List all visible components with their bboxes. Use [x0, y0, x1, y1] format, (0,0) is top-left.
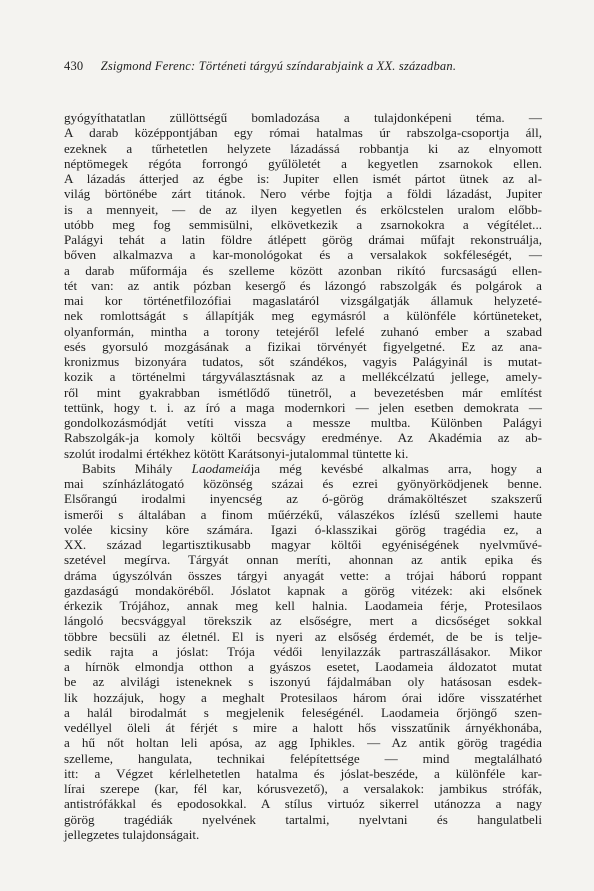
- text-run: dráma úgyszólván összes tárgyi anyagát vette: a trójai háború roppant: [64, 567, 542, 583]
- text-run: szetével megírva. Tárgyát onnan meríti, ahonnan az antik epika és: [64, 552, 542, 568]
- text-line: [64, 110, 542, 125]
- text-line: [64, 568, 542, 583]
- text-run: jellegzetes tulajdonságait.: [64, 826, 200, 842]
- text-run: XX. század legartisztikusabb magyar költői egyéniségének nyelvművé-: [64, 537, 542, 552]
- text-run: nek romlottságát s állapítják meg egymásról a különféle kórtüneteket,: [64, 308, 542, 324]
- page-number: 430: [64, 59, 84, 73]
- text-run: a darab műformája és szelleme között azonban rikító furcsaságú ellen-: [64, 262, 542, 278]
- text-run: itt: a Végzet kérlelhetetlen hatalma és jóslat-beszéde, a különféle kar-: [64, 765, 542, 781]
- text-run: a hírnök elmondja otthon a gyászos esetet, Laodameia áldozatot mutat: [64, 659, 542, 674]
- text-line: [64, 293, 542, 308]
- text-line: [64, 613, 542, 628]
- text-run: görög tragédiák nyelvének tartalmi, nyelvtani és hangulatbeli: [64, 811, 542, 827]
- text-run: Palágyi tehát a latin földre átlépett görög drámai műfajt rekonstruálja,: [64, 232, 542, 247]
- text-run: bőven alkalmazva a kar-monológokat és a versalakok sokféleségét, —: [64, 247, 542, 263]
- text-line: [64, 217, 542, 232]
- text-line: [64, 552, 542, 567]
- running-title: Zsigmond Ferenc: Történeti tárgyú színdarabjaink a XX. században.: [100, 59, 457, 73]
- text-run: kozik a történelmi tárgyválasztásnak az a mellékcélzatú jellege, amely-: [64, 369, 542, 385]
- text-line: [64, 125, 542, 140]
- text-run: szelleme, hangulata, technikai felépítettsége — mind megtalálható: [64, 750, 542, 766]
- text-line: [64, 491, 542, 506]
- text-line: [64, 354, 542, 369]
- text-line: [64, 705, 542, 720]
- text-line: [64, 644, 542, 659]
- text-run: ja még kevésbé alkalmas arra, hogy a: [250, 460, 542, 476]
- text-line: [64, 537, 542, 552]
- text-run: gondolkozásmódját vetíti vissza a messze multba. Különben Palágyi: [64, 415, 542, 430]
- text-run: világ börtönébe zárt titánok. Nero vérbe fojtja a földi lázadást, Jupiter: [64, 186, 542, 202]
- text-line: [64, 812, 542, 827]
- text-run: gyógyíthatatlan züllöttségű bomladozása a tulajdonképeni téma. —: [64, 110, 542, 125]
- text-run: mai kor történetfilozófiai magaslatáról vizsgálgatják államuk helyzeté-: [64, 293, 542, 308]
- text-line: [64, 461, 542, 476]
- text-line: [64, 247, 542, 262]
- text-line: [64, 415, 542, 430]
- text-line: [64, 141, 542, 156]
- text-run: kronizmus bizonyára tudatos, sőt szándékos, vagyis Palágyinál is mutat-: [64, 354, 542, 369]
- text-run: ről mint gyakrabban ismétlődő tünetről, a bevezetésben már említést: [64, 384, 542, 400]
- text-run: tét van: az antik pózban kesergő és lázongó rabszolgák és polgárok a: [64, 277, 542, 293]
- body-text: [64, 110, 542, 842]
- text-line: [64, 430, 542, 445]
- text-run: érkezik Trójához, annak meg kell halnia. Laodameia férje, Protesilaos: [64, 598, 542, 613]
- text-line: [64, 629, 542, 644]
- text-line: [64, 522, 542, 537]
- text-line: [64, 781, 542, 796]
- text-run: esés gyorsuló mozgásának a fizikai törvényét figyelgetné. Ez az ana-: [64, 338, 542, 354]
- text-run: lángoló becsvággyal törekszik az elsőségre, mert a dicsőséget sokkal: [64, 613, 542, 629]
- text-line: [64, 446, 542, 461]
- text-line: [64, 278, 542, 293]
- text-run: tettünk, hogy t. i. az író a maga modernkori — jelen esetben demokrata —: [64, 399, 542, 415]
- text-line: [64, 476, 542, 491]
- text-run: lírai szerepe (kar, fél kar, kórusvezető), a versalakok: jambikus strófák,: [64, 781, 542, 796]
- text-line: [64, 598, 542, 613]
- text-line: [64, 674, 542, 689]
- text-run: olyanformán, mintha a torony tetejéről lefelé zuhanó ember a szabad: [64, 323, 542, 339]
- running-header: [64, 58, 534, 74]
- text-line: [64, 385, 542, 400]
- text-line: [64, 827, 542, 842]
- text-line: [64, 324, 542, 339]
- text-run: A lázadás átterjed az égbe is: Jupiter ellen ismét pártot ütnek az al-: [64, 171, 542, 186]
- text-line: [64, 735, 542, 750]
- text-run: utóbb meg fog semmisülni, elkövetkezik a zsarnokokra a végítélet...: [64, 216, 542, 232]
- text-line: [64, 583, 542, 598]
- text-line: [64, 232, 542, 247]
- text-line: [64, 263, 542, 278]
- text-line: [64, 659, 542, 674]
- text-run: a hű nőt holtan leli apósa, az agg Iphikles. — Az antik görög tragédia: [64, 735, 542, 751]
- text-run: ezeknek a tűrhetetlen helyzete lázadássá robbantja ki az elnyomott: [64, 140, 542, 156]
- text-run: néptömegek régóta forrongó gyűlöletét a kegyetlen zsarnokok ellen.: [64, 155, 542, 171]
- text-run: gazdaságú mondaköréből. Jóslatot kapnak a görög vitézek: aki elsőnek: [64, 582, 542, 598]
- text-line: [64, 171, 542, 186]
- text-run: sedik rajta a jóslat: Trója védői lenyilazzák partraszállásakor. Mikor: [64, 643, 542, 659]
- italic-title: Laodameiá: [191, 460, 251, 476]
- text-line: [64, 400, 542, 415]
- text-run: is a mennyeit, — de az ilyen kegyetlen és erkölcstelen uralom előbb-: [64, 201, 542, 217]
- text-line: [64, 796, 542, 811]
- text-line: [64, 507, 542, 522]
- text-line: [64, 766, 542, 781]
- text-line: [64, 339, 542, 354]
- text-run: szolút irodalmi értékhez kötött Karátsonyi-jutalommal tüntette ki.: [64, 445, 409, 461]
- text-run: Rabszolgák-ja komoly költői becsvágy eredménye. Az Akadémia az ab-: [64, 430, 542, 446]
- text-run: lik hozzájuk, hogy a meghalt Protesilaos három órai időre visszatérhet: [64, 689, 542, 705]
- text-line: [64, 690, 542, 705]
- text-run: be az alvilági isteneknek s iszonyú fájdalmában oly hatásosan esdek-: [64, 674, 542, 690]
- text-run: a halál birodalmát s megjelenik feleségénél. Laodameia őrjöngő szen-: [64, 704, 542, 720]
- text-line: [64, 308, 542, 323]
- text-line: [64, 751, 542, 766]
- text-run: ismerői s általában a finom műérzékű, válaszékos ízlésű szellemi haute: [64, 506, 542, 522]
- text-run: A darab középpontjában egy római hatalmas úr rabszolga-csoportja áll,: [64, 125, 542, 141]
- text-line: [64, 156, 542, 171]
- text-run: Elsőrangú irodalmi inyencség az ó-görög drámaköltészet szakszerű: [64, 491, 542, 507]
- text-run: antistrófákkal és epodosokkal. A stílus virtuóz sikerrel utánozza a nagy: [64, 796, 542, 812]
- text-line: [64, 202, 542, 217]
- text-line: [64, 720, 542, 735]
- text-run: többre becsüli az életnél. El is nyeri az elsőség érdemét, de be is telje-: [64, 628, 542, 644]
- text-run: volée kicsiny köre számára. Igazi ó-klasszikai görög tragédia ez, a: [64, 521, 542, 537]
- text-run: Babits Mihály: [82, 460, 192, 476]
- text-line: [64, 186, 542, 201]
- text-run: vedéllyel öleli át férjét s mire a halott hős visszatűnik árnyékhonába,: [64, 720, 542, 735]
- text-run: mai színházlátogató közönség százai és ezrei gyönyörködjenek benne.: [64, 476, 542, 491]
- text-line: [64, 369, 542, 384]
